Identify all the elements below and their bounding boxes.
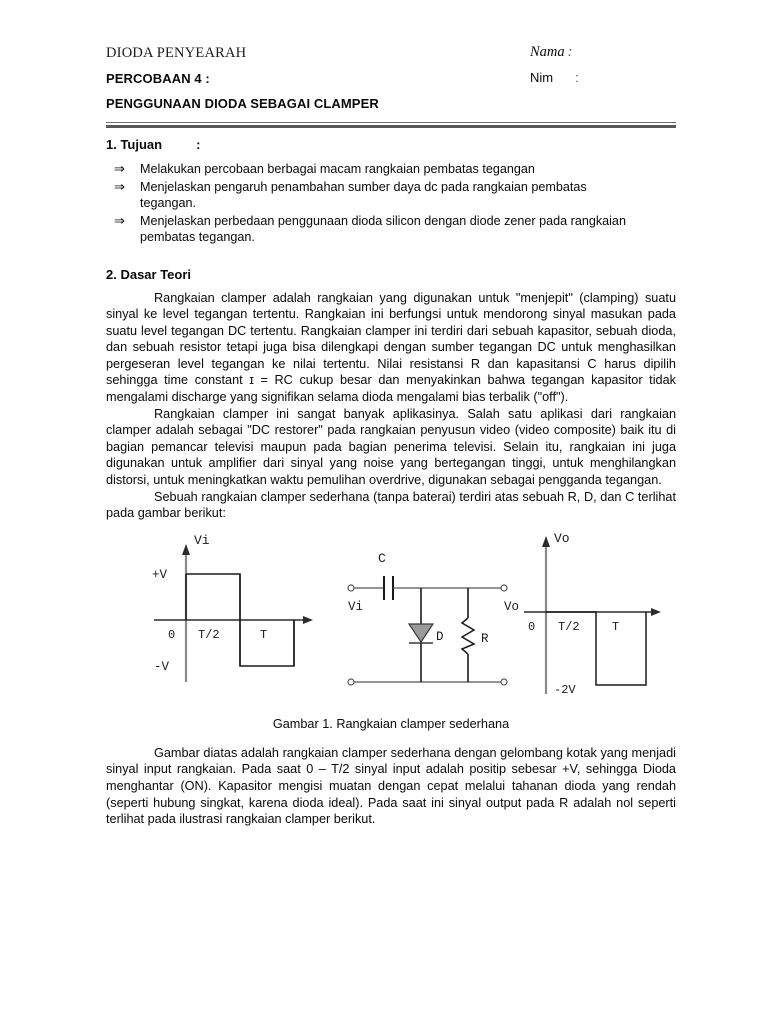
paragraph-text: Gambar diatas adalah rangkaian clamper sederhana dengan gelombang kotak yang menjadi sinyal input rangkaian. Pada saat 0 – T/2 sinyal input adalah positip sebesar +V, sehingga Dioda menghantar (ON). Kapasitor mengisi muatan dengan cepat melalui tahanan dioda yang rendah (seperti hubung singkat, karena dioda ideal). Pada saat ini sinyal output pada R adalah nol seperti terlihat pada ilustrasi rangkaian clamper berikut.	[106, 745, 676, 827]
capacitor-label: C	[378, 550, 386, 566]
section1-colon: :	[196, 137, 201, 152]
output-ground-terminal-icon	[501, 679, 507, 685]
double-arrow-icon: ⇒	[114, 161, 125, 176]
circuit-output-label: Vo	[504, 599, 520, 614]
paragraph-text: Sebuah rangkaian clamper sederhana (tanpa baterai) terdiri atas sebuah R, D, dan C terlihat pada gambar berikut:	[106, 489, 676, 521]
circuit-input-label: Vi	[348, 599, 364, 614]
section1-heading: 1. Tujuan	[106, 137, 163, 152]
name-label: Nama	[530, 44, 565, 60]
theory-paragraph-1	[106, 290, 676, 406]
input-plot-ybottom-label: -V	[154, 659, 170, 674]
name-field	[530, 44, 573, 61]
figure-svg	[106, 530, 676, 715]
input-plot-xlabel-period: T	[260, 627, 268, 642]
closing-paragraph	[106, 745, 676, 828]
objective-text: Menjelaskan pengaruh penambahan sumber daya dc pada rangkaian pembatas tegangan.	[140, 179, 587, 210]
clamper-circuit	[348, 551, 519, 685]
input-terminal-icon	[348, 585, 354, 591]
output-plot-xlabel-period: T	[612, 619, 620, 634]
course-title: DIODA PENYEARAH	[106, 45, 247, 61]
document-header	[106, 44, 676, 116]
input-plot-ytop-label: +V	[152, 567, 168, 582]
figure-clamper-circuit	[106, 530, 676, 715]
nim-label: Nim	[530, 70, 554, 85]
input-plot-origin-label: 0	[168, 627, 176, 642]
input-ground-terminal-icon	[348, 679, 354, 685]
input-plot-xlabel-half-period: T/2	[198, 627, 220, 642]
double-arrow-icon: ⇒	[114, 178, 125, 194]
experiment-title: PENGGUNAAN DIODA SEBAGAI CLAMPER	[106, 96, 379, 111]
output-plot-origin-label: 0	[528, 619, 536, 634]
section1-title	[106, 137, 676, 152]
name-colon: :	[567, 44, 573, 60]
output-plot-xlabel-half-period: T/2	[558, 619, 580, 634]
double-arrow-icon: ⇒	[114, 212, 125, 228]
section2-title: 2. Dasar Teori	[106, 266, 192, 282]
objective-text: Melakukan percobaan berbagai macam rangkaian pembatas tegangan	[140, 162, 535, 176]
diode-icon	[409, 624, 433, 642]
output-waveform-plot	[524, 531, 661, 697]
figure-caption: Gambar 1. Rangkaian clamper sederhana	[272, 716, 510, 731]
nim-colon: :	[575, 70, 579, 85]
paragraph-text: Rangkaian clamper adalah rangkaian yang digunakan untuk "menjepit" (clamping) suatu sinyal ke level tegangan tertentu. Rangkaian ini berfungsi untuk mendorong sinyal masukan pada suatu level tegangan DC tertentu. Rangkaian clamper ini terdiri dari sebuah kapasitor, sebuah dioda, dan sebuah resistor tetapi juga bisa dilengkapi dengan sumber tegangan DC untuk menghasilkan pergeseran level tegangan ke nilai tertentu. Nilai resistansi R dan kapasitansi C harus dipilih sehingga time constant ɪ = RC cukup besar dan menyakinkan bahwa tegangan kapasitor tidak mengalami discharge yang signifikan selama dioda mengalami bias terbalik ("off").	[106, 290, 676, 405]
objectives-list	[106, 161, 676, 246]
theory-paragraph-2	[106, 406, 676, 489]
list-item	[106, 161, 640, 178]
paragraph-text: Rangkaian clamper ini sangat banyak aplikasinya. Salah satu aplikasi dari rangkaian clamper adalah sebagai "DC restorer" pada rangkaian penyusun video (video composite) baik itu di bagian pemancar televisi maupun pada bagian penerima televisi. Selain itu, rangkaian ini juga digunakan untuk amplifier dari sinyal yang noise yang bertegangan tinggi, untuk menghilangkan distorsi, untuk meningkatkan waktu pemulihan overdrive, digunakan sebagai pengganda tegangan.	[106, 406, 676, 488]
nim-field	[530, 70, 579, 85]
list-item	[106, 179, 640, 212]
output-plot-ybottom-label: -2V	[554, 682, 576, 697]
header-divider	[106, 122, 676, 128]
output-terminal-icon	[501, 585, 507, 591]
resistor-label: R	[481, 631, 489, 646]
experiment-label: PERCOBAAN 4 :	[106, 71, 210, 86]
input-waveform-plot	[152, 533, 313, 682]
theory-paragraph-3	[106, 489, 676, 522]
input-plot-axis-label: Vi	[194, 532, 210, 548]
resistor-icon	[462, 618, 474, 654]
output-plot-axis-label: Vo	[554, 530, 570, 546]
list-item	[106, 213, 640, 246]
diode-label: D	[436, 629, 444, 644]
objective-text: Menjelaskan perbedaan penggunaan dioda silicon dengan diode zener pada rangkaian pembatas tegangan.	[140, 213, 626, 244]
